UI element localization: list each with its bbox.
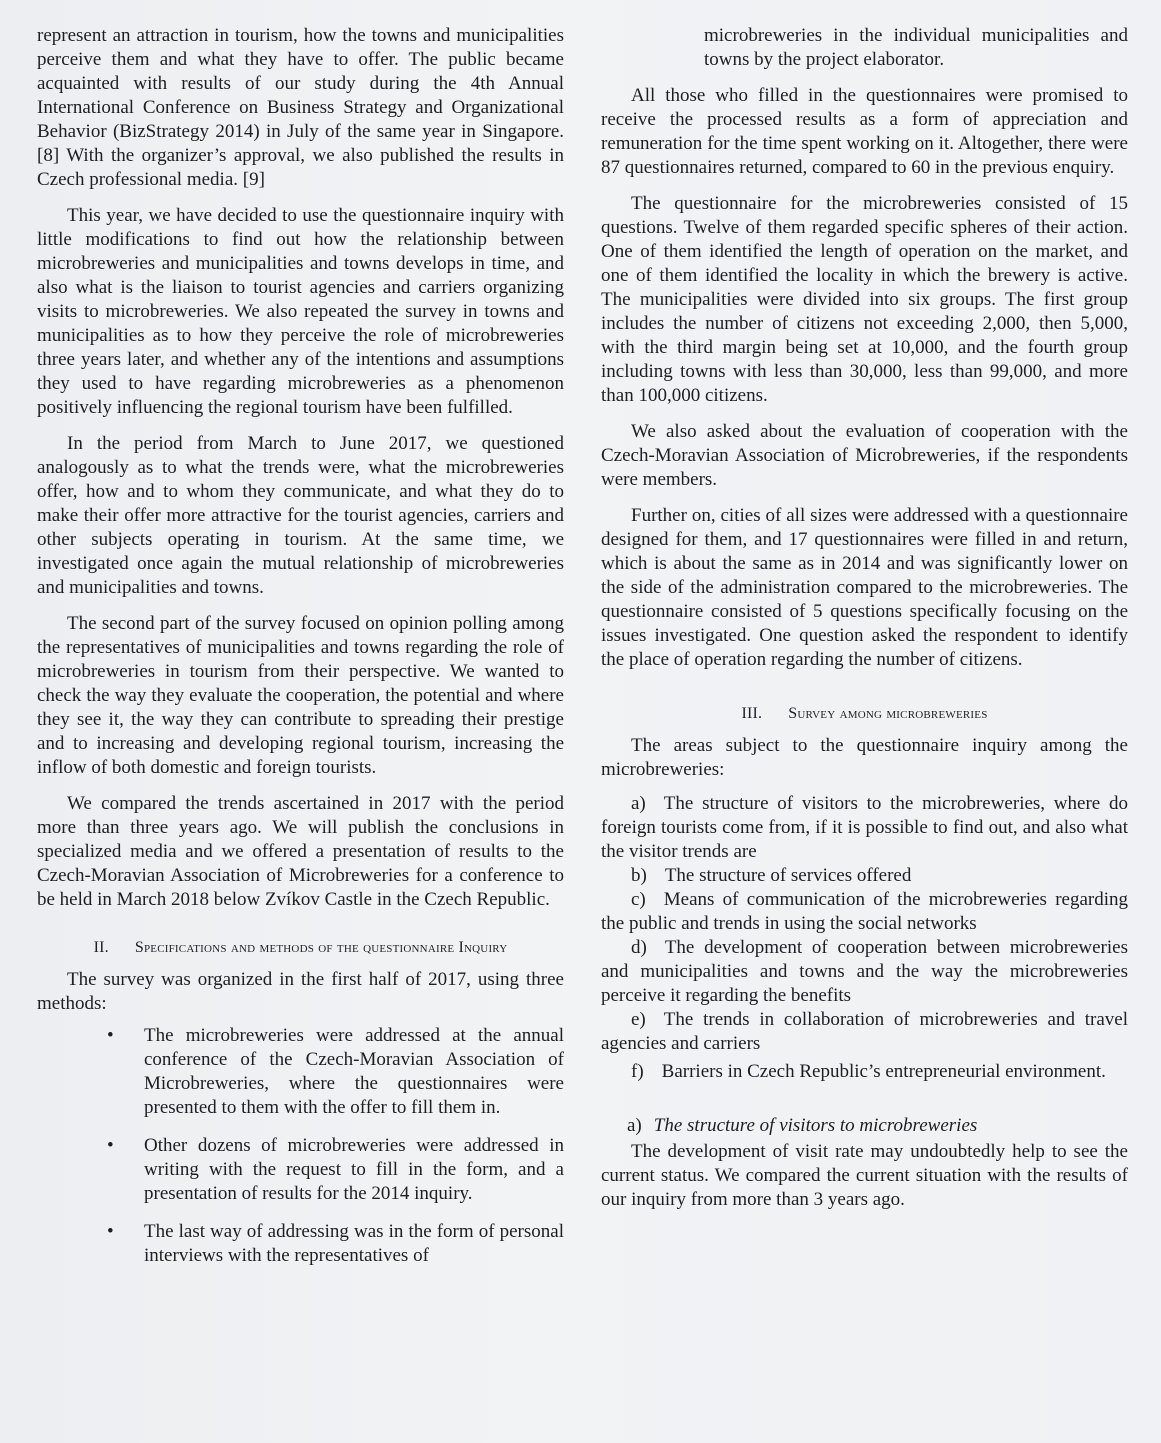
list-item [601,792,1128,864]
list-item-text: The development of cooperation between microbreweries and municipalities and towns and the way the microbreweries perceive it regarding the benefits [601,937,1128,1006]
paragraph: The development of visit rate may undoubtedly help to see the current status. We compared the current situation with the results of our inquiry from more than 3 years ago. [601,1141,1128,1210]
subsection-label: a) [627,1115,642,1136]
section-title: Survey among microbreweries [788,705,988,722]
paragraph: In the period from March to June 2017, we questioned analogously as to what the trends were, what the microbreweries offer, how and to whom they communicate, and what they do to make their offer more attractive for the tourist agencies, carriers and other subjects operating in tourism. At the same time, we investigated once again the mutual relationship of microbreweries and municipalities and towns. [37,433,564,598]
list-item-label: e) [631,1009,646,1030]
areas-list [601,792,1128,1084]
paragraph: The areas subject to the questionnaire inquiry among the microbreweries: [601,735,1128,780]
list-item-text: The structure of visitors to the microbreweries, where do foreign tourists come from, if it is possible to find out, and also what the visitor trends are [601,793,1128,862]
list-item-text: Other dozens of microbreweries were addressed in writing with the request to fill in the form, and a presentation of results for the 2014 inquiry. [144,1135,564,1204]
right-column [601,24,1128,1224]
list-item-label: c) [631,889,646,910]
list-item [601,864,1128,888]
list-item-text: The structure of services offered [664,865,912,886]
list-item-label: a) [631,793,646,814]
subsection-title: The structure of visitors to microbreweries [653,1115,978,1136]
section-heading [601,702,1128,726]
paragraph: The second part of the survey focused on opinion polling among the representatives of municipalities and towns regarding the role of microbreweries in tourism from their perspective. We wanted to check the way they evaluate the cooperation, the potential and where they see it, the way they can contribute to spreading their prestige and to increasing and developing regional tourism, increasing the inflow of both domestic and foreign tourists. [37,613,564,778]
list-item-text: Barriers in Czech Republic’s entrepreneurial environment. [661,1061,1106,1082]
list-item [107,1220,564,1268]
left-column [37,24,564,1282]
list-item [601,936,1128,1008]
list-item [601,888,1128,936]
methods-list [37,1024,564,1268]
paragraph: All those who filled in the questionnaires were promised to receive the processed results as a form of appreciation and remuneration for the time spent working on it. Altogether, there were 87 questionnaires returned, compared to 60 in the previous enquiry. [601,85,1128,178]
section-number: II. [93,939,109,956]
bullet: • [107,1025,114,1046]
section-title: Specifications and methods of the questionnaire Inquiry [134,939,508,956]
paragraph: We also asked about the evaluation of cooperation with the Czech-Moravian Association of Microbreweries, if the respondents were members. [601,421,1128,490]
list-item-text: The trends in collaboration of microbreweries and travel agencies and carriers [601,1009,1128,1054]
section-number: III. [741,705,763,722]
paragraph: This year, we have decided to use the questionnaire inquiry with little modifications to find out how the relationship between microbreweries and municipalities and towns develops in time, and also what is the liaison to tourist agencies and carriers organizing visits to microbreweries. We also repeated the survey in towns and municipalities as to how they perceive the role of microbreweries three years later, and whether any of the intentions and assumptions they used to have regarding microbreweries as a phenomenon positively influencing the regional tourism have been fulfilled. [37,205,564,418]
subsection-heading [601,1114,1128,1138]
list-item-label: f) [631,1061,644,1082]
list-item [107,1134,564,1206]
paragraph: represent an attraction in tourism, how the towns and municipalities perceive them and what they have to offer. The public became acquainted with results of our study during the 4th Annual International Conference on Business Strategy and Organizational Behavior (BizStrategy 2014) in July of the same year in Singapore. [8] With the organizer’s approval, we also published the results in Czech professional media. [9] [37,25,564,190]
paragraph-continuation: microbreweries in the individual municipalities and towns by the project elaborator. [704,25,1128,70]
list-item [601,1008,1128,1056]
bullet: • [107,1135,114,1156]
list-item-text: Means of communication of the microbreweries regarding the public and trends in using the social networks [601,889,1128,934]
paragraph: Further on, cities of all sizes were addressed with a questionnaire designed for them, and 17 questionnaires were filled in and return, which is about the same as in 2014 and was significantly lower on the side of the administration compared to the microbreweries. The questionnaire consisted of 5 questions specifically focusing on the issues investigated. One question asked the respondent to identify the place of operation regarding the number of citizens. [601,505,1128,670]
paragraph: The survey was organized in the first half of 2017, using three methods: [37,969,564,1014]
section-heading [37,936,564,960]
list-item-text: The microbreweries were addressed at the annual conference of the Czech-Moravian Association of Microbreweries, where the questionnaires were presented to them with the offer to fill them in. [144,1025,564,1118]
list-item-text: The last way of addressing was in the form of personal interviews with the representatives of [144,1221,564,1266]
list-item-label: b) [631,865,647,886]
bullet: • [107,1221,114,1242]
list-item [601,1060,1128,1084]
paragraph: The questionnaire for the microbreweries consisted of 15 questions. Twelve of them regarded specific spheres of their action. One of them identified the length of operation on the market, and one of them identified the locality in which the brewery is active. The municipalities were divided into six groups. The first group includes the number of citizens not exceeding 2,000, then 5,000, with the third margin being set at 10,000, and the fourth group including towns with less than 30,000, less than 99,000, and more than 100,000 citizens. [601,193,1128,406]
list-item-label: d) [631,937,647,958]
paragraph: We compared the trends ascertained in 2017 with the period more than three years ago. We will publish the conclusions in specialized media and we offered a presentation of results to the Czech-Moravian Association of Microbreweries for a conference to be held in March 2018 below Zvíkov Castle in the Czech Republic. [37,793,564,910]
list-item [107,1024,564,1120]
